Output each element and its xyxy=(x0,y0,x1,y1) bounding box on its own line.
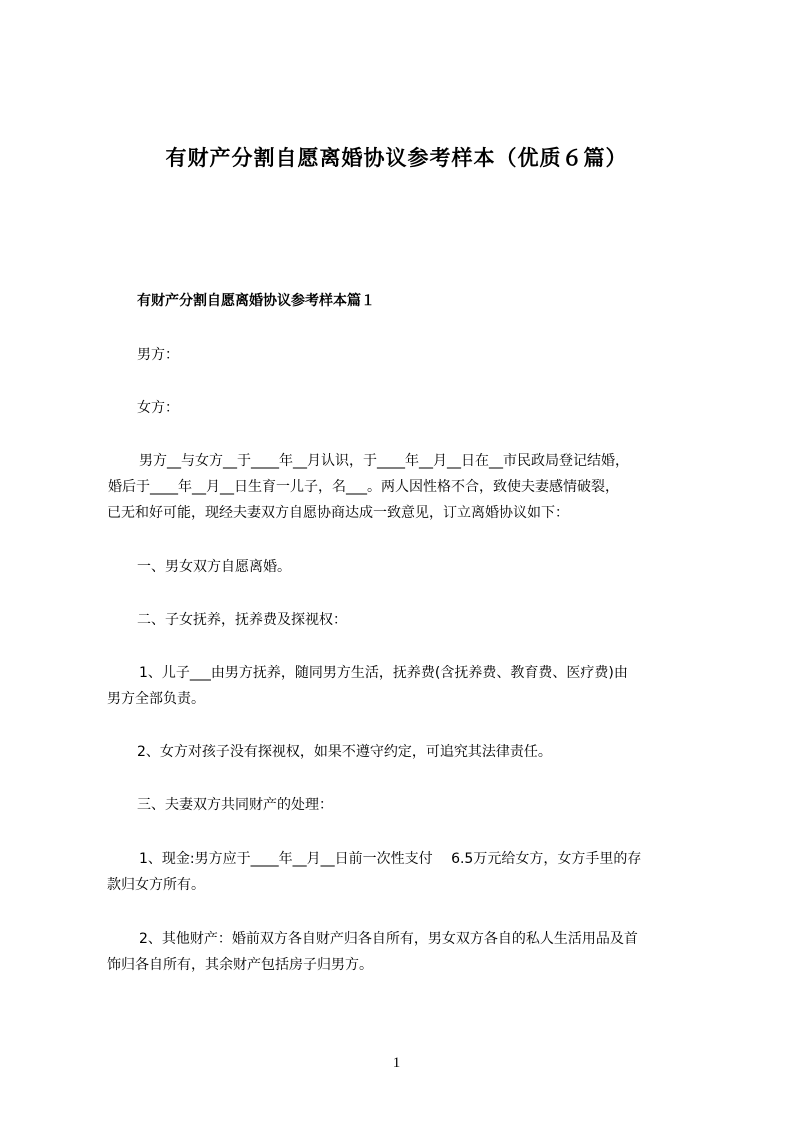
male-party-label: 男方： xyxy=(137,347,179,363)
clause-1: 一、男女双方自愿离婚。 xyxy=(137,559,291,575)
clause-2-item-1-line-1: 1、儿子___由男方抚养，随同男方生活，抚养费(含抚养费、教育费、医疗费)由 xyxy=(139,665,628,681)
clause-2-item-1 xyxy=(107,660,628,712)
clause-3-item-1-line-2: 款归女方所有。 xyxy=(107,877,205,893)
clause-3-item-2 xyxy=(107,926,638,978)
intro-line-1: 男方__与女方__于____年__月认识，于____年__月__日在__市民政局登记结婚， xyxy=(139,453,629,469)
clause-3-item-2-line-2: 饰归各自所有，其余财产包括房子归男方。 xyxy=(107,957,373,973)
intro-paragraph xyxy=(107,448,629,526)
clause-3-item-1-line-1: 1、现金:男方应于____年__月__日前一次性支付 6.5万元给女方，女方手里的存 xyxy=(139,851,642,867)
page-number: 1 xyxy=(392,1055,401,1071)
document-title: 有财产分割自愿离婚协议参考样本（优质６篇） xyxy=(165,146,628,170)
intro-line-2: 婚后于____年__月__日生育一儿子，名___。两人因性格不合，致使夫妻感情破裂， xyxy=(108,479,619,495)
clause-2-item-1-line-2: 男方全部负责。 xyxy=(107,691,205,707)
clause-3: 三、夫妻双方共同财产的处理： xyxy=(137,797,333,813)
clause-2: 二、子女抚养，抚养费及探视权： xyxy=(137,612,347,628)
clause-3-item-2-line-1: 2、其他财产：婚前双方各自财产归各自所有，男女双方各自的私人生活用品及首 xyxy=(139,931,638,947)
clause-3-item-1 xyxy=(107,846,641,898)
section-heading: 有财产分割自愿离婚协议参考样本篇１ xyxy=(137,293,375,309)
female-party-label: 女方： xyxy=(137,400,179,416)
clause-2-item-2: 2、女方对孩子没有探视权，如果不遵守约定，可追究其法律责任。 xyxy=(137,744,552,760)
intro-line-3: 已无和好可能，现经夫妻双方自愿协商达成一致意见，订立离婚协议如下： xyxy=(107,505,569,521)
